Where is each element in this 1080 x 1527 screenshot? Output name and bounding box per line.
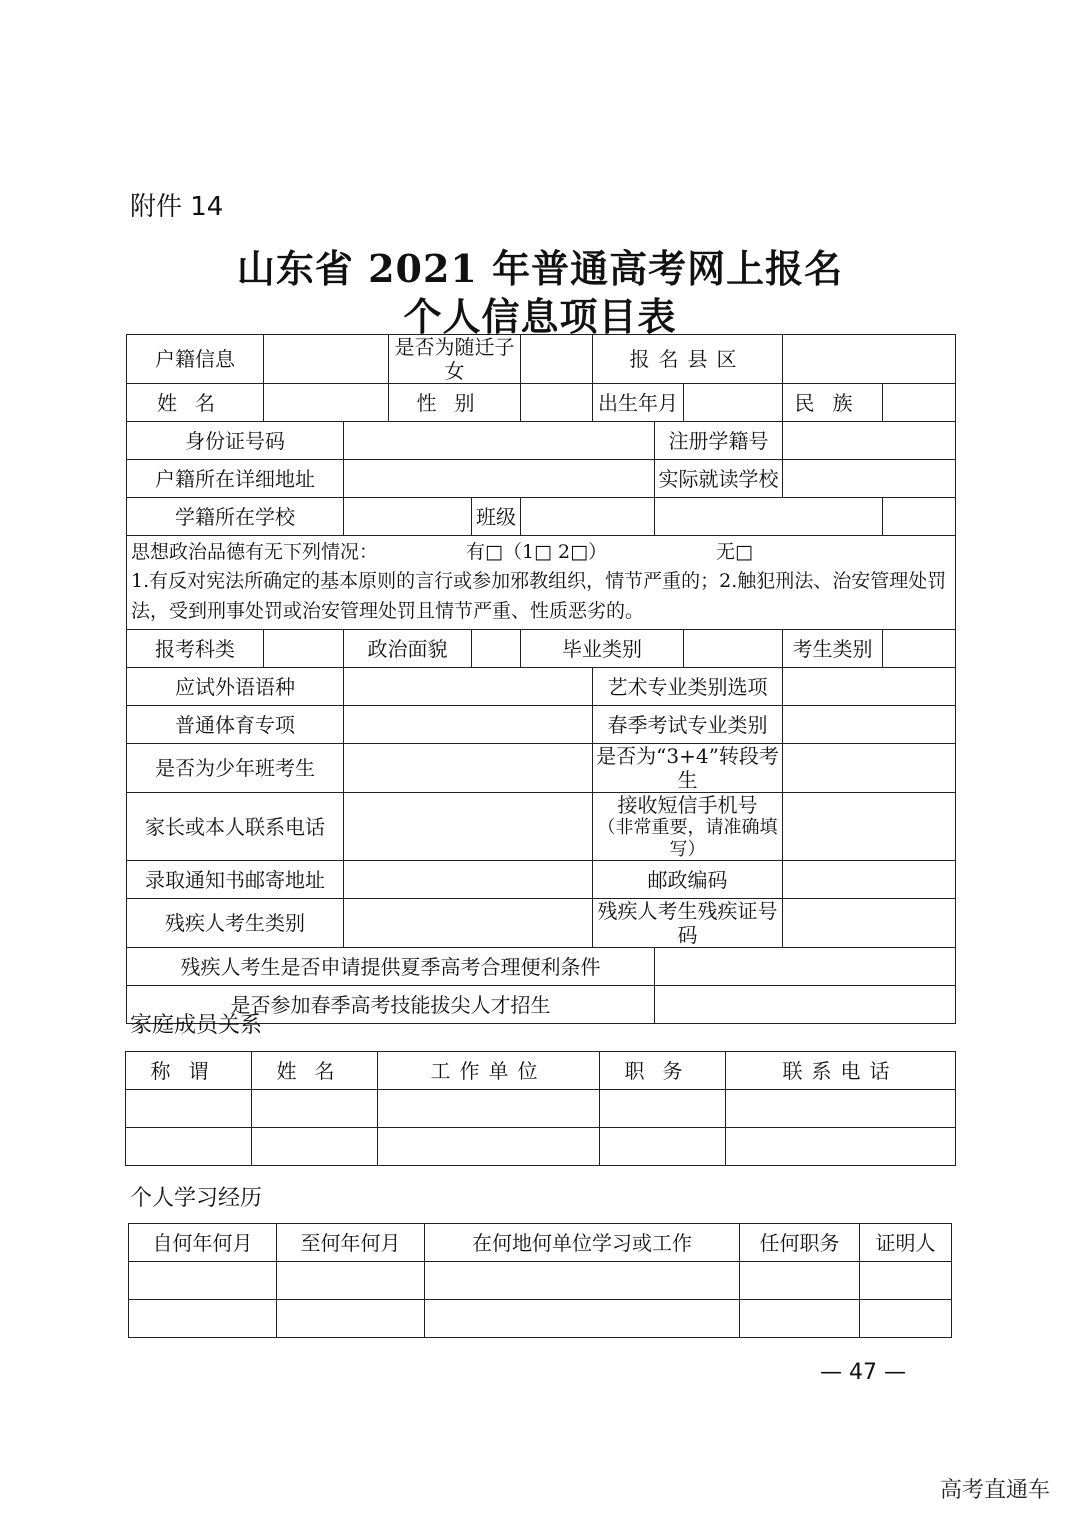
label-shiji-xuexiao: 实际就读学校 — [655, 460, 783, 498]
field-jiazhang-dianhua[interactable] — [344, 793, 593, 861]
table-header-row — [129, 1224, 952, 1262]
table-row — [127, 861, 956, 899]
study-col-from: 自何年何月 — [129, 1224, 277, 1262]
table-cell[interactable] — [726, 1090, 956, 1128]
label-xueji-xuexiao: 学籍所在学校 — [127, 498, 344, 536]
label-yishu: 艺术专业类别选项 — [593, 668, 783, 706]
field-minzu[interactable] — [883, 384, 956, 422]
watermark-text: 高考直通车 — [940, 1478, 1051, 1503]
attachment-label: 附件 14 — [130, 192, 224, 222]
table-cell[interactable] — [425, 1262, 740, 1300]
personal-info-table — [126, 334, 956, 1024]
field-yishu[interactable] — [783, 668, 956, 706]
study-section-heading: 个人学习经历 — [130, 1186, 263, 1211]
table-row — [127, 793, 956, 861]
label-shaonian: 是否为少年班考生 — [127, 744, 344, 793]
table-cell[interactable] — [277, 1300, 425, 1338]
table-row — [129, 1262, 952, 1300]
table-cell[interactable] — [378, 1090, 600, 1128]
field-kaosheng-leibie[interactable] — [883, 630, 956, 668]
table-row — [126, 1128, 956, 1166]
field-luqu-dizhi[interactable] — [344, 861, 593, 899]
table-row — [127, 384, 956, 422]
label-tiyu: 普通体育专项 — [127, 706, 344, 744]
label-minzu: 民族 — [783, 384, 883, 422]
table-row — [127, 668, 956, 706]
table-row — [127, 498, 956, 536]
table-cell[interactable] — [860, 1262, 952, 1300]
field-xingming[interactable] — [264, 384, 389, 422]
table-row — [127, 630, 956, 668]
document-title-line1: 山东省 2021 年普通高考网上报名 — [236, 246, 844, 291]
field-canji-bianli[interactable] — [655, 948, 956, 986]
table-cell[interactable] — [378, 1128, 600, 1166]
label-chunji: 春季考试专业类别 — [593, 706, 783, 744]
table-cell[interactable] — [252, 1090, 378, 1128]
label-youzheng: 邮政编码 — [593, 861, 783, 899]
label-shenfenzheng: 身份证号码 — [127, 422, 344, 460]
field-xueji-xuexiao[interactable] — [344, 498, 472, 536]
field-waiyu[interactable] — [344, 668, 593, 706]
field-jineng[interactable] — [655, 986, 956, 1024]
field-canji-zheng[interactable] — [783, 899, 956, 948]
family-section-heading: 家庭成员关系 — [130, 1013, 263, 1038]
study-history-table — [128, 1223, 952, 1338]
field-baoming-xianqu[interactable] — [783, 335, 956, 384]
label-luqu-dizhi: 录取通知书邮寄地址 — [127, 861, 344, 899]
label-waiyu: 应试外语语种 — [127, 668, 344, 706]
table-cell[interactable] — [600, 1128, 726, 1166]
table-cell[interactable] — [126, 1090, 252, 1128]
field-zhuce-xueji[interactable] — [783, 422, 956, 460]
label-jiazhang-dianhua: 家长或本人联系电话 — [127, 793, 344, 861]
field-chunji[interactable] — [783, 706, 956, 744]
field-baokao-kelei[interactable] — [264, 630, 344, 668]
label-baoming-xianqu: 报名县区 — [593, 335, 783, 384]
family-col-xingming: 姓名 — [252, 1052, 378, 1090]
table-row — [127, 899, 956, 948]
table-row — [129, 1300, 952, 1338]
table-cell[interactable] — [860, 1300, 952, 1338]
family-col-chengwei: 称谓 — [126, 1052, 252, 1090]
field-huji-dizhi[interactable] — [344, 460, 655, 498]
label-biye-leibie: 毕业类别 — [521, 630, 684, 668]
table-row — [127, 335, 956, 384]
field-shaonian[interactable] — [344, 744, 593, 793]
label-chusheng: 出生年月 — [593, 384, 684, 422]
table-header-row — [126, 1052, 956, 1090]
table-cell[interactable] — [726, 1128, 956, 1166]
label-canji-zheng: 残疾人考生残疾证号码 — [593, 899, 783, 948]
label-huji-info: 户籍信息 — [127, 335, 264, 384]
field-chusheng[interactable] — [684, 384, 783, 422]
political-conduct-explanation: 1.有反对宪法所确定的基本原则的言行或参加邪教组织，情节严重的；2.触犯刑法、治安管理处罚法，受到刑事处罚或治安管理处罚且情节严重、性质恶劣的。 — [131, 570, 947, 622]
field-shiji-xuexiao[interactable] — [783, 460, 956, 498]
label-duanxin — [593, 793, 783, 861]
study-col-place: 在何地何单位学习或工作 — [425, 1224, 740, 1262]
field-canji-leibie[interactable] — [344, 899, 593, 948]
label-zhengzhi-mianmao: 政治面貌 — [344, 630, 472, 668]
label-canji-leibie: 残疾人考生类别 — [127, 899, 344, 948]
label-huji-dizhi: 户籍所在详细地址 — [127, 460, 344, 498]
table-row — [127, 536, 956, 630]
label-kaosheng-leibie: 考生类别 — [783, 630, 883, 668]
label-baokao-kelei: 报考科类 — [127, 630, 264, 668]
label-zhuanduan: 是否为“3+4”转段考生 — [593, 744, 783, 793]
table-cell[interactable] — [600, 1090, 726, 1128]
label-jineng: 是否参加春季高考技能拔尖人才招生 — [127, 986, 655, 1024]
table-cell[interactable] — [129, 1262, 277, 1300]
table-row — [127, 460, 956, 498]
field-extra-2[interactable] — [883, 498, 956, 536]
family-col-dianhua: 联系电话 — [726, 1052, 956, 1090]
field-youzheng[interactable] — [783, 861, 956, 899]
table-row — [127, 744, 956, 793]
field-banji[interactable] — [521, 498, 655, 536]
political-conduct-yes-option[interactable]: 有□（1□ 2□） — [466, 541, 608, 563]
field-zhuanduan[interactable] — [783, 744, 956, 793]
political-conduct-no-option[interactable]: 无□ — [716, 541, 753, 563]
table-cell[interactable] — [129, 1300, 277, 1338]
table-cell[interactable] — [252, 1128, 378, 1166]
family-members-table — [125, 1051, 956, 1166]
field-duanxin[interactable] — [783, 793, 956, 861]
field-extra-1[interactable] — [655, 498, 883, 536]
study-col-position: 任何职务 — [740, 1224, 860, 1262]
label-xingming: 姓名 — [127, 384, 264, 422]
study-col-witness: 证明人 — [860, 1224, 952, 1262]
field-xingbie[interactable] — [521, 384, 593, 422]
page-number: — 47 — — [820, 1360, 906, 1385]
label-xingbie: 性别 — [389, 384, 521, 422]
field-suiqian[interactable] — [521, 335, 593, 384]
study-col-to: 至何年何月 — [277, 1224, 425, 1262]
table-cell[interactable] — [277, 1262, 425, 1300]
label-duanxin-line1: 接收短信手机号 — [617, 793, 758, 817]
label-duanxin-line2: （非常重要，请准确填写） — [597, 817, 778, 860]
table-row — [126, 1090, 956, 1128]
document-title-line2: 个人信息项目表 — [403, 294, 677, 339]
table-cell[interactable] — [740, 1262, 860, 1300]
field-biye-leibie[interactable] — [684, 630, 783, 668]
table-cell[interactable] — [425, 1300, 740, 1338]
table-cell[interactable] — [740, 1300, 860, 1338]
table-row — [127, 706, 956, 744]
table-row — [127, 948, 956, 986]
family-col-zhiwu: 职务 — [600, 1052, 726, 1090]
political-conduct-question: 思想政治品德有无下列情况： — [131, 541, 379, 563]
family-col-gongzuo: 工作单位 — [378, 1052, 600, 1090]
field-huji-info[interactable] — [264, 335, 389, 384]
label-banji: 班级 — [472, 498, 521, 536]
table-row — [127, 422, 956, 460]
label-canji-bianli: 残疾人考生是否申请提供夏季高考合理便利条件 — [127, 948, 655, 986]
table-cell[interactable] — [126, 1128, 252, 1166]
field-zhengzhi-mianmao[interactable] — [472, 630, 521, 668]
field-tiyu[interactable] — [344, 706, 593, 744]
label-suiqian: 是否为随迁子女 — [389, 335, 521, 384]
label-zhuce-xueji: 注册学籍号 — [655, 422, 783, 460]
political-conduct-cell — [127, 536, 956, 630]
field-shenfenzheng[interactable] — [344, 422, 655, 460]
